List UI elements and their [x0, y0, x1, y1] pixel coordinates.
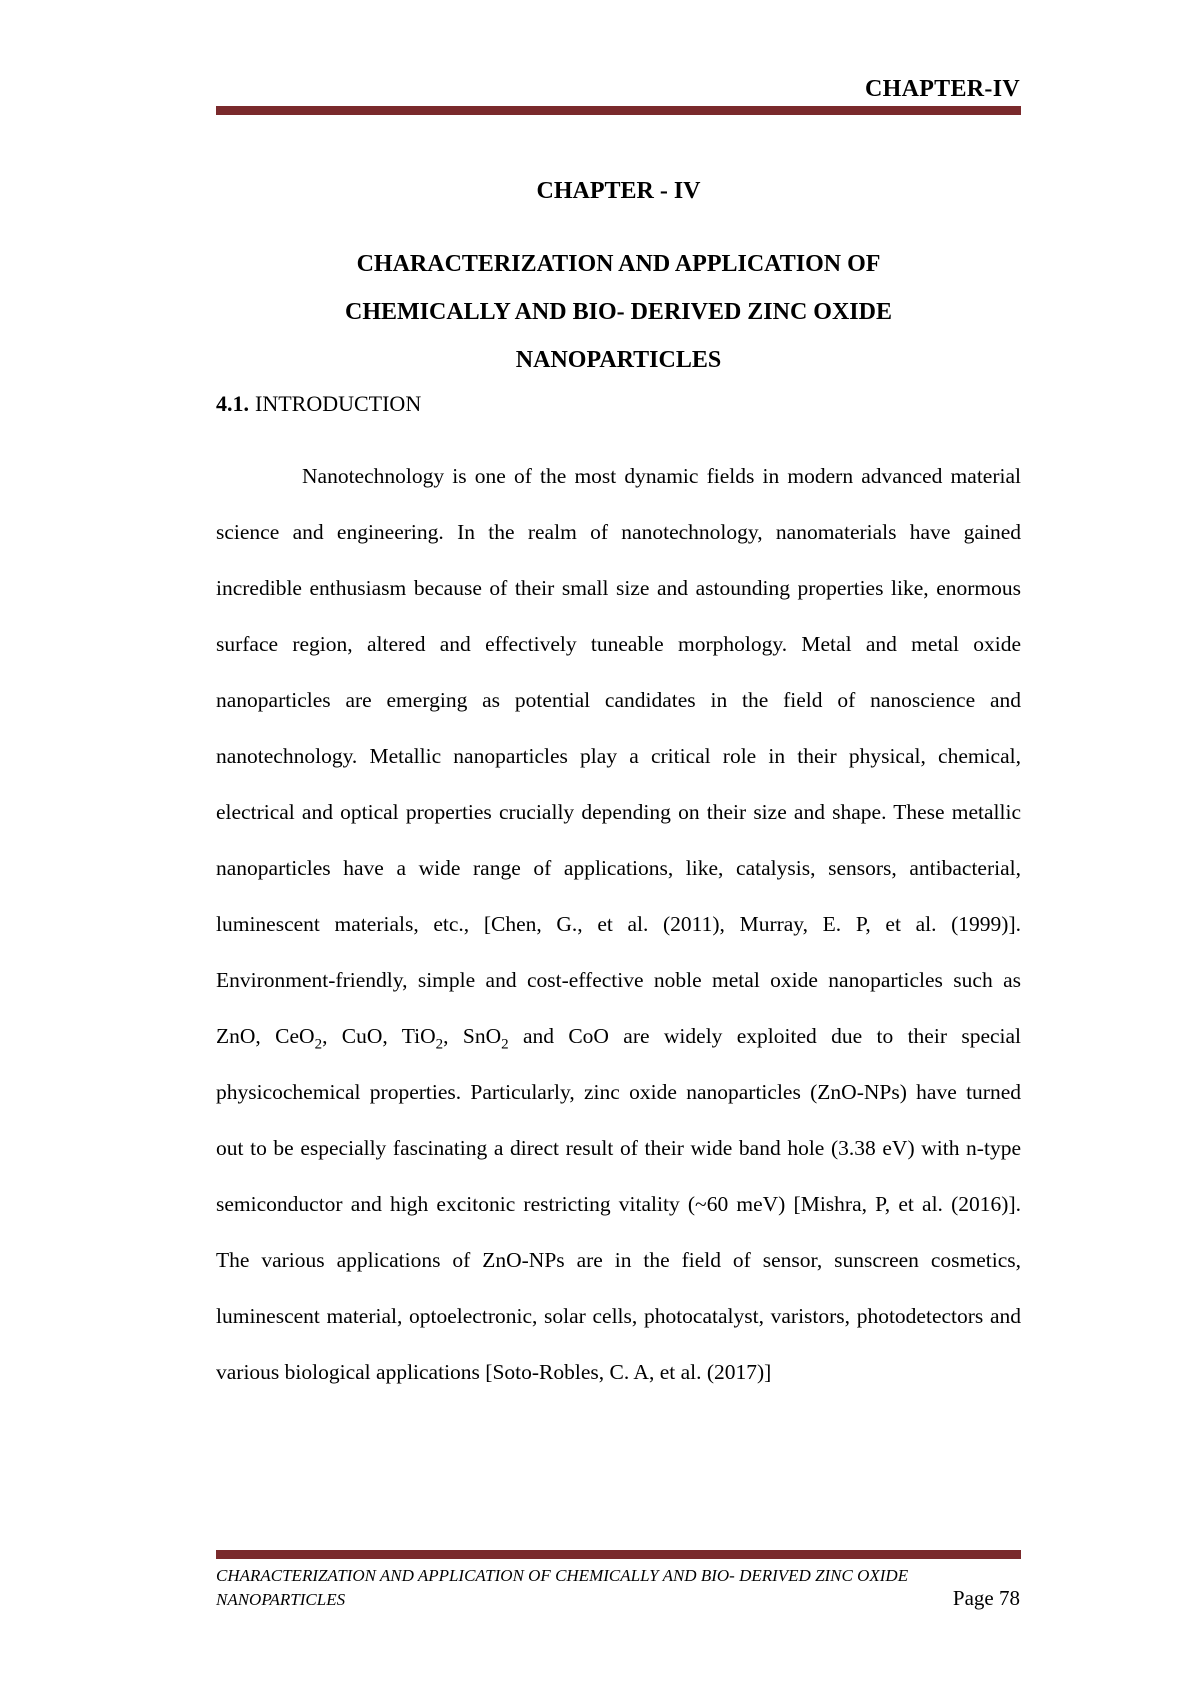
main-title [216, 240, 1021, 384]
subscript-2: 2 [314, 1036, 323, 1053]
footer-rule [216, 1550, 1021, 1559]
section-heading [216, 391, 421, 417]
main-title-line-2: CHEMICALLY AND BIO- DERIVED ZINC OXIDE [345, 299, 892, 325]
section-title: INTRODUCTION [255, 391, 422, 416]
main-title-line-3: NANOPARTICLES [515, 347, 722, 373]
subscript-2: 2 [435, 1036, 444, 1053]
section-number: 4.1. [216, 391, 249, 416]
header-rule [216, 106, 1021, 115]
ceo2-text: CeO [275, 1024, 315, 1048]
cuo-tio2-text: , CuO, TiO [322, 1024, 436, 1048]
main-title-line-1: CHARACTERIZATION AND APPLICATION OF [356, 251, 881, 277]
page-number: Page 78 [952, 1586, 1020, 1610]
footer-title: CHARACTERIZATION AND APPLICATION OF CHEMICALLY AND BIO- DERIVED ZINC OXIDE NANOPARTICLES [216, 1566, 909, 1609]
body-text-part-1: Nanotechnology is one of the most dynamic fields in modern advanced material science and engineering. In the realm of nanotechnology, nanomaterials have gained incredible enthusiasm because of their small size and astounding properties like, enormous surface region, altered and effectively tuneable morphology. Metal and metal oxide nanoparticles are emerging as potential candidates in the field of nanoscience and nanotechnology. Metallic nanoparticles play a critical role in their physical, chemical, electrical and optical properties crucially depending on their size and shape. These metallic nanoparticles have a wide range of applications, like, catalysis, sensors, antibacterial, luminescent materials, etc., [Chen, G., et al. (2011), Murray, E. P, et al. (1999)]. Environment-friendly, simple and cost-effective noble metal oxide nanoparticles such as ZnO, [216, 464, 1021, 1048]
subscript-2: 2 [501, 1036, 509, 1053]
body-paragraph [216, 448, 1021, 1400]
running-head: CHAPTER-IV [864, 76, 1020, 102]
chapter-title: CHAPTER - IV [536, 178, 701, 204]
body-text-part-2: and CoO are widely exploited due to their special physicochemical properties. Particularly, zinc oxide nanoparticles (ZnO-NPs) have turned out to be especially fascinating a direct result of their wide band hole (3.38 eV) with n-type semiconductor and high excitonic restricting vitality (~60 meV) [Mishra, P, et al. (2016)]. The various applications of ZnO-NPs are in the field of sensor, sunscreen cosmetics, luminescent material, optoelectronic, solar cells, photocatalyst, varistors, photodetectors and various biological applications [Soto-Robles, C. A, et al. (2017)] [216, 1024, 1022, 1384]
sno2-text: , SnO [443, 1024, 502, 1048]
